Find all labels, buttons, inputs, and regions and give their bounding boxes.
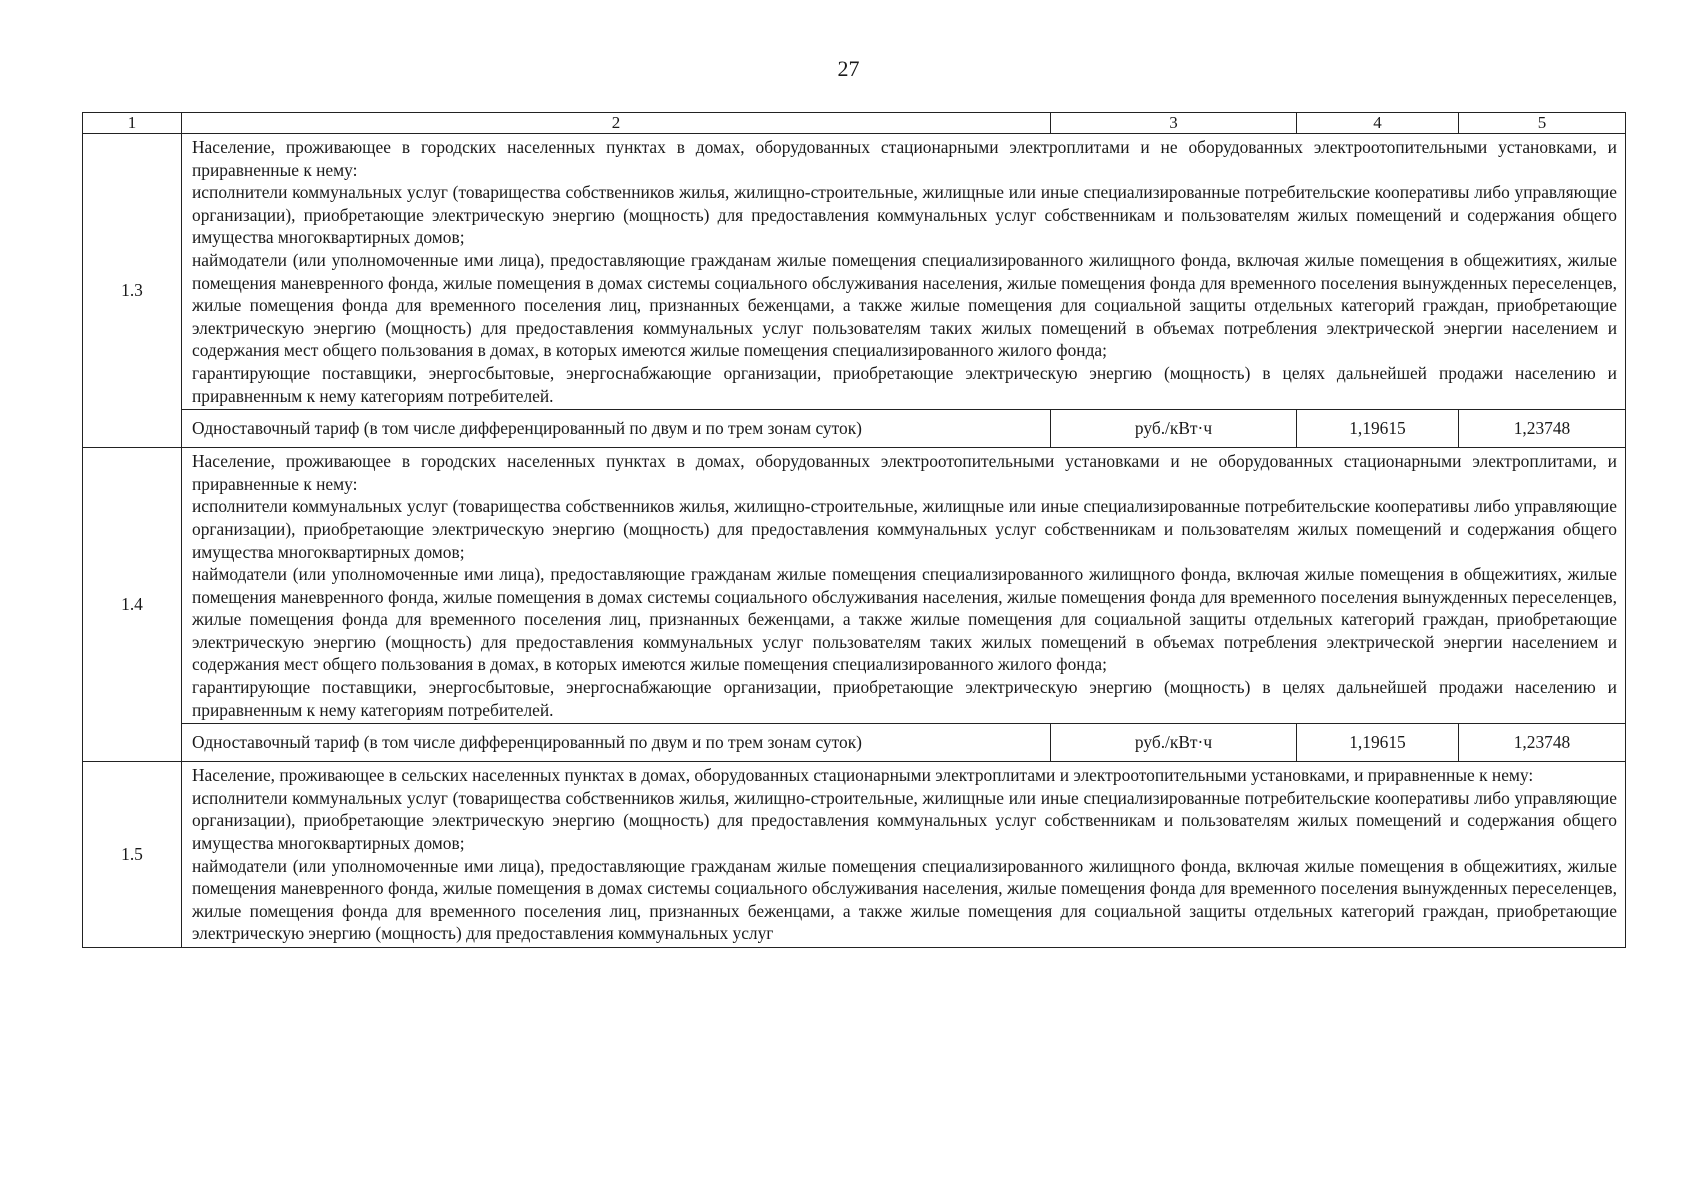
row-description — [182, 134, 1626, 410]
tariff-label: Одноставочный тариф (в том числе дифференцированный по двум и по трем зонам суток) — [182, 410, 1051, 448]
header-col-2: 2 — [182, 113, 1051, 134]
tariff-row — [83, 724, 1626, 762]
table-header-row — [83, 113, 1626, 134]
header-col-3: 3 — [1051, 113, 1297, 134]
header-col-5: 5 — [1459, 113, 1626, 134]
description-paragraph: Население, проживающее в городских населенных пунктах в домах, оборудованных электроотопительными установками и не оборудованных стационарными электроплитами, и приравненные к нему: — [192, 451, 1617, 494]
page-number: 27 — [837, 56, 860, 81]
description-paragraph: наймодатели (или уполномоченные ими лица), предоставляющие гражданам жилые помещения специализированного жилищного фонда, включая жилые помещения в общежитиях, жилые помещения маневренного фонда, жилые помещения в домах системы социального обслуживания населения, жилые помещения фонда для временного поселения вынужденных переселенцев, жилые помещения фонда для временного поселения лиц, признанных беженцами, а также жилые помещения для социальной защиты отдельных категорий граждан, приобретающие электрическую энергию (мощность) для предоставления коммунальных услуг пользователям таких жилых помещений в объемах потребления электрической энергии населением и содержания мест общего пользования в домах, в которых имеются жилые помещения специализированного жилого фонда; — [192, 249, 1617, 361]
header-col-1: 1 — [83, 113, 182, 134]
description-paragraph: наймодатели (или уполномоченные ими лица), предоставляющие гражданам жилые помещения специализированного жилищного фонда, включая жилые помещения в общежитиях, жилые помещения маневренного фонда, жилые помещения в домах системы социального обслуживания населения, жилые помещения фонда для временного поселения вынужденных переселенцев, жилые помещения фонда для временного поселения лиц, признанных беженцами, а также жилые помещения для социальной защиты отдельных категорий граждан, приобретающие электрическую энергию (мощность) для предоставления коммунальных услуг — [192, 855, 1617, 944]
description-paragraph: Население, проживающее в городских населенных пунктах в домах, оборудованных стационарными электроплитами и не оборудованных электроотопительными установками, и приравненные к нему: — [192, 137, 1617, 180]
tariff-unit: руб./кВт·ч — [1051, 410, 1297, 448]
tariff-value-col4: 1,19615 — [1297, 724, 1459, 762]
tariff-value-col4: 1,19615 — [1297, 410, 1459, 448]
table-row — [83, 448, 1626, 724]
description-paragraph: исполнители коммунальных услуг (товарищества собственников жилья, жилищно-строительные, жилищные или иные специализированные потребительские кооперативы либо управляющие организации), приобретающие электрическую энергию (мощность) для предоставления коммунальных услуг собственникам и пользователям жилых помещений и содержания общего имущества многоквартирных домов; — [192, 182, 1617, 248]
row-number: 1.4 — [83, 448, 182, 762]
description-paragraph: Население, проживающее в сельских населенных пунктах в домах, оборудованных стационарными электроплитами и электроотопительными установками, и приравненные к нему: — [192, 765, 1534, 786]
tariff-label: Одноставочный тариф (в том числе дифференцированный по двум и по трем зонам суток) — [182, 724, 1051, 762]
table-row — [83, 762, 1626, 948]
tariff-value-col5: 1,23748 — [1459, 724, 1626, 762]
table-row — [83, 134, 1626, 410]
tariff-row — [83, 410, 1626, 448]
row-description — [182, 762, 1626, 948]
description-paragraph: исполнители коммунальных услуг (товарищества собственников жилья, жилищно-строительные, жилищные или иные специализированные потребительские кооперативы либо управляющие организации), приобретающие электрическую энергию (мощность) для предоставления коммунальных услуг собственникам и пользователям жилых помещений и содержания общего имущества многоквартирных домов; — [192, 787, 1617, 854]
description-paragraph: исполнители коммунальных услуг (товарищества собственников жилья, жилищно-строительные, жилищные или иные специализированные потребительские кооперативы либо управляющие организации), приобретающие электрическую энергию (мощность) для предоставления коммунальных услуг собственникам и пользователям жилых помещений и содержания общего имущества многоквартирных домов; — [192, 496, 1617, 562]
header-col-4: 4 — [1297, 113, 1459, 134]
tariff-value-col5: 1,23748 — [1459, 410, 1626, 448]
description-paragraph: наймодатели (или уполномоченные ими лица), предоставляющие гражданам жилые помещения специализированного жилищного фонда, включая жилые помещения в общежитиях, жилые помещения маневренного фонда, жилые помещения в домах системы социального обслуживания населения, жилые помещения фонда для временного поселения вынужденных переселенцев, жилые помещения фонда для временного поселения лиц, признанных беженцами, а также жилые помещения для социальной защиты отдельных категорий граждан, приобретающие электрическую энергию (мощность) для предоставления коммунальных услуг пользователям таких жилых помещений в объемах потребления электрической энергии населением и содержания мест общего пользования в домах, в которых имеются жилые помещения специализированного жилого фонда; — [192, 564, 1617, 675]
tariff-unit: руб./кВт·ч — [1051, 724, 1297, 762]
row-number: 1.5 — [83, 762, 182, 948]
description-paragraph: гарантирующие поставщики, энергосбытовые, энергоснабжающие организации, приобретающие электрическую энергию (мощность) в целях дальнейшей продажи населению и приравненным к нему категориям потребителей. — [192, 362, 1617, 406]
tariff-table — [82, 112, 1626, 948]
description-paragraph: гарантирующие поставщики, энергосбытовые, энергоснабжающие организации, приобретающие электрическую энергию (мощность) в целях дальнейшей продажи населению и приравненным к нему категориям потребителей. — [192, 677, 1617, 720]
row-description — [182, 448, 1626, 724]
row-number: 1.3 — [83, 134, 182, 448]
